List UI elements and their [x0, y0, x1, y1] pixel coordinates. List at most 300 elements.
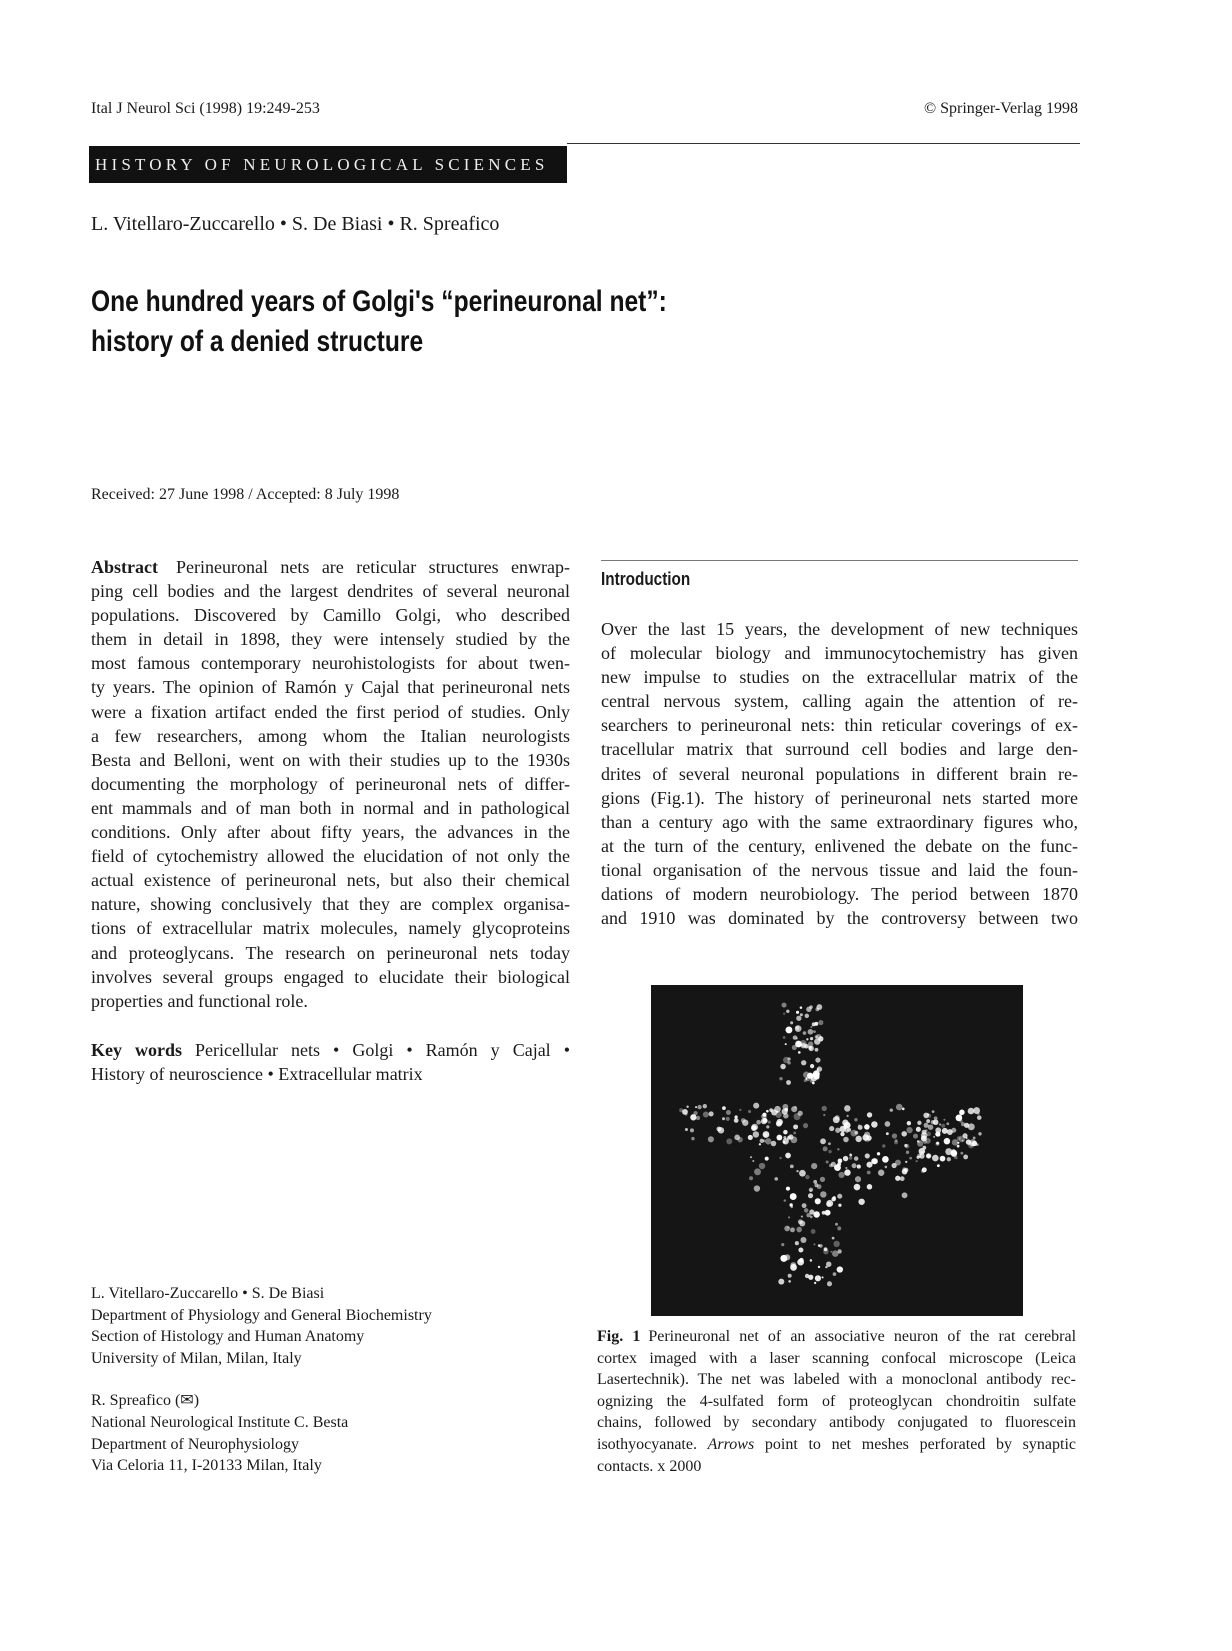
fluorescent-speck — [832, 1250, 838, 1256]
caption-line — [597, 1456, 1076, 1478]
fluorescent-speck — [919, 1151, 921, 1153]
abstract-text: most famous contemporary neurohistologists for about twen- — [91, 653, 570, 674]
fluorescent-speck — [798, 1051, 801, 1054]
fluorescent-speck — [718, 1127, 724, 1133]
fluorescent-speck — [790, 1262, 796, 1268]
fluorescent-speck — [963, 1154, 968, 1159]
fluorescent-speck — [691, 1137, 694, 1140]
abstract-line — [91, 772, 570, 796]
fluorescent-speck — [811, 1163, 817, 1169]
fluorescent-speck — [857, 1165, 861, 1169]
abstract-text: ent mammals and of man both in normal and in pathological — [91, 797, 570, 818]
fluorescent-speck — [973, 1107, 980, 1114]
fluorescent-speck — [837, 1148, 839, 1150]
fluorescent-speck — [748, 1135, 753, 1140]
abstract-text: and proteoglycans. The research on perineuronal nets today — [91, 942, 570, 963]
fluorescent-speck — [822, 1106, 827, 1111]
fluorescent-speck — [934, 1116, 938, 1120]
fluorescent-speck — [916, 1127, 921, 1132]
fluorescent-speck — [866, 1162, 872, 1168]
fluorescent-speck — [928, 1124, 933, 1129]
abstract-line — [91, 916, 570, 940]
fluorescent-speck — [858, 1199, 864, 1205]
fluorescent-speck — [791, 1106, 797, 1112]
affiliations — [91, 1283, 432, 1477]
fluorescent-speck — [849, 1156, 852, 1159]
copyright: © Springer-Verlag 1998 — [923, 100, 1078, 117]
abstract-text: field of cytochemistry allowed the elucidation of not only the — [91, 846, 570, 867]
fluorescent-speck — [816, 1004, 822, 1010]
fluorescent-speck — [922, 1146, 926, 1150]
fluorescent-speck — [685, 1113, 688, 1116]
abstract-text: them in detail in 1898, they were intensely studied by the — [91, 629, 570, 650]
fluorescent-speck — [787, 1061, 790, 1064]
fluorescent-speck — [913, 1134, 918, 1139]
fluorescent-speck — [785, 1026, 792, 1033]
fluorescent-speck — [726, 1117, 730, 1121]
fluorescent-speck — [921, 1132, 928, 1139]
fluorescent-speck — [957, 1142, 959, 1144]
keywords-label: Key words — [91, 1040, 183, 1060]
fluorescent-speck — [790, 1136, 797, 1143]
fluorescent-speck — [935, 1131, 940, 1136]
affiliation-line: Via Celoria 11, I-20133 Milan, Italy — [91, 1457, 322, 1475]
fluorescent-speck — [695, 1106, 697, 1108]
fluorescent-speck — [754, 1168, 761, 1175]
corresponding-author: R. Spreafico (✉) — [91, 1392, 200, 1410]
fluorescent-speck — [808, 1029, 814, 1035]
fluorescent-speck — [973, 1137, 976, 1140]
fluorescent-speck — [835, 1223, 838, 1226]
fluorescent-speck — [783, 1138, 789, 1144]
fluorescent-speck — [722, 1117, 725, 1120]
figure-caption — [597, 1326, 1076, 1477]
fluorescent-speck — [823, 1114, 825, 1116]
introduction-line: new impulse to studies on the extracellular matrix of the — [601, 667, 1078, 688]
fluorescent-speck — [939, 1123, 941, 1125]
fluorescent-speck — [895, 1176, 900, 1181]
fluorescent-speck — [748, 1110, 751, 1113]
abstract-line — [91, 965, 570, 989]
fluorescent-speck — [867, 1171, 871, 1175]
intro-rule — [601, 560, 1078, 561]
fluorescent-speck — [737, 1137, 742, 1142]
abstract-text: documenting the morphology of perineuronal nets of differ- — [91, 773, 570, 794]
fluorescent-speck — [796, 1011, 799, 1014]
fluorescent-speck — [807, 1073, 813, 1079]
fluorescent-speck — [837, 1266, 843, 1272]
fluorescent-speck — [867, 1184, 873, 1190]
keywords-line: Pericellular nets • Golgi • Ramón y Cajal • — [195, 1040, 570, 1060]
fluorescent-speck — [810, 1037, 813, 1040]
fluorescent-speck — [806, 1213, 810, 1217]
fluorescent-speck — [793, 1035, 797, 1039]
fluorescent-speck — [685, 1128, 688, 1131]
fluorescent-speck — [806, 1038, 808, 1040]
fluorescent-speck — [817, 1066, 822, 1071]
fluorescent-speck — [917, 1140, 919, 1142]
fluorescent-speck — [849, 1154, 852, 1157]
fluorescent-speck — [804, 1079, 807, 1082]
fluorescent-speck — [832, 1237, 835, 1240]
fluorescent-speck — [810, 1190, 812, 1192]
fluorescent-speck — [765, 1157, 769, 1161]
fluorescent-speck — [801, 1216, 803, 1218]
abstract-text: conditions. Only after about fifty years, the advances in the — [91, 822, 570, 843]
fluorescent-speck — [831, 1197, 835, 1201]
caption-line — [597, 1326, 1076, 1348]
fluorescent-speck — [800, 1237, 806, 1243]
fluorescent-speck — [855, 1131, 859, 1135]
abstract-text: populations. Discovered by Camillo Golgi, who described — [91, 605, 570, 626]
fluorescent-speck — [844, 1122, 851, 1129]
fluorescent-speck — [753, 1131, 759, 1137]
abstract — [91, 555, 570, 1013]
fluorescent-speck — [795, 1026, 799, 1030]
fluorescent-speck — [905, 1161, 907, 1163]
fluorescent-speck — [813, 1030, 816, 1033]
fluorescent-speck — [774, 1177, 778, 1181]
fluorescent-speck — [815, 1275, 821, 1281]
fluorescent-speck — [923, 1113, 929, 1119]
fluorescent-speck — [734, 1118, 739, 1123]
fluorescent-speck — [829, 1164, 833, 1168]
abstract-text: were a fixation artifact ended the first period of studies. Only — [91, 701, 570, 722]
caption-line — [597, 1434, 1076, 1456]
fluorescent-speck — [814, 1282, 816, 1284]
abstract-line — [91, 627, 570, 651]
fluorescent-speck — [790, 1227, 795, 1232]
abstract-text: nature, showing conclusively that they are complex organisa- — [91, 894, 570, 915]
fluorescent-speck — [829, 1126, 834, 1131]
fluorescent-speck — [786, 1187, 790, 1191]
fluorescent-speck — [959, 1114, 962, 1117]
fluorescent-speck — [786, 1010, 789, 1013]
fluorescent-speck — [781, 1243, 784, 1246]
figure-label: Fig. 1 — [597, 1328, 641, 1345]
fluorescent-speck — [968, 1123, 975, 1130]
fluorescent-speck — [799, 1170, 806, 1177]
introduction-line: dations of modern neurobiology. The period between 1870 — [601, 884, 1078, 905]
fluorescent-speck — [966, 1137, 968, 1139]
fluorescent-speck — [809, 1005, 812, 1008]
fluorescent-speck — [750, 1156, 752, 1158]
fluorescent-speck — [933, 1136, 935, 1138]
fluorescent-speck — [818, 1244, 820, 1246]
fluorescent-speck — [902, 1192, 908, 1198]
fluorescent-speck — [776, 1135, 782, 1141]
fluorescent-speck — [783, 1130, 787, 1134]
fluorescent-speck — [785, 1043, 787, 1045]
keywords — [91, 1038, 570, 1086]
received-dates: Received: 27 June 1998 / Accepted: 8 July 1998 — [91, 486, 400, 503]
fluorescent-speck — [837, 1226, 841, 1230]
fluorescent-speck — [830, 1251, 832, 1253]
abstract-text: tions of extracellular matrix molecules, namely glycoproteins — [91, 918, 570, 939]
fluorescent-speck — [828, 1142, 831, 1145]
introduction-line: Over the last 15 years, the development of new techniques — [601, 619, 1078, 639]
affiliation-line: Department of Neurophysiology — [91, 1435, 299, 1453]
abstract-line — [91, 820, 570, 844]
abstract-text: actual existence of perineuronal nets, but also their chemical — [91, 870, 570, 891]
fluorescent-speck — [811, 1229, 816, 1234]
caption-text: isothyocyanate. — [597, 1435, 697, 1453]
introduction-line: at the turn of the century, enlivened the debate on the func- — [601, 835, 1078, 856]
introduction-line: tracellular matrix that surround cell bodies and large den- — [601, 739, 1078, 760]
fluorescent-speck — [709, 1111, 714, 1116]
fluorescent-speck — [896, 1104, 903, 1111]
fluorescent-speck — [762, 1113, 766, 1117]
fluorescent-speck — [844, 1105, 850, 1111]
fluorescent-speck — [793, 1124, 798, 1129]
fluorescent-speck — [813, 1211, 820, 1218]
fluorescent-speck — [815, 1035, 818, 1038]
fluorescent-speck — [845, 1167, 847, 1169]
fluorescent-speck — [703, 1112, 709, 1118]
fluorescent-speck — [882, 1144, 885, 1147]
fluorescent-speck — [958, 1136, 965, 1143]
figure-micrograph — [651, 985, 1023, 1316]
fluorescent-speck — [835, 1128, 840, 1133]
fluorescent-speck — [780, 1064, 786, 1070]
abstract-line — [91, 941, 570, 965]
abstract-line — [91, 748, 570, 772]
fluorescent-speck — [854, 1118, 857, 1121]
fluorescent-speck — [927, 1154, 931, 1158]
fluorescent-speck — [708, 1136, 714, 1142]
fluorescent-speck — [877, 1152, 880, 1155]
fluorescent-speck — [808, 1041, 813, 1046]
fluorescent-speck — [812, 1082, 815, 1085]
fluorescent-speck — [754, 1185, 760, 1191]
fluorescent-speck — [818, 1020, 823, 1025]
fluorescent-speck — [815, 1198, 821, 1204]
fluorescent-speck — [808, 1275, 813, 1280]
fluorescent-speck — [765, 1138, 771, 1144]
fluorescent-speck — [960, 1152, 963, 1155]
fluorescent-speck — [813, 1180, 817, 1184]
caption-text: ognizing the 4-sulfated form of proteoglycan chondroitin sulfate — [597, 1392, 1076, 1410]
fluorescent-speck — [917, 1154, 921, 1158]
fluorescent-speck — [922, 1167, 927, 1172]
fluorescent-speck — [722, 1106, 726, 1110]
introduction-line: of molecular biology and immunocytochemistry has given — [601, 643, 1078, 664]
journal-citation: Ital J Neurol Sci (1998) 19:249-253 — [91, 100, 320, 117]
fluorescent-speck — [803, 1031, 807, 1035]
introduction-line: central nervous system, calling again the attention of re- — [601, 691, 1078, 712]
fluorescent-speck — [917, 1121, 921, 1125]
fluorescent-speck — [818, 1266, 820, 1268]
section-banner: HISTORY OF NEUROLOGICAL SCIENCES — [89, 146, 567, 183]
fluorescent-speck — [785, 1153, 791, 1159]
caption-line — [597, 1348, 1076, 1370]
fluorescent-speck — [783, 1036, 786, 1039]
fluorescent-speck — [900, 1176, 905, 1181]
abstract-text: Perineuronal nets are reticular structures enwrap- — [175, 557, 570, 577]
caption-text: Perineuronal net of an associative neuron of the rat cerebral — [648, 1328, 1077, 1345]
fluorescent-speck — [952, 1139, 958, 1145]
fluorescent-speck — [837, 1162, 841, 1166]
fluorescent-speck — [771, 1141, 777, 1147]
fluorescent-speck — [890, 1108, 893, 1111]
fluorescent-speck — [901, 1131, 906, 1136]
fluorescent-speck — [821, 1276, 823, 1278]
abstract-text: a few researchers, among whom the Italian neurologists — [91, 725, 570, 746]
abstract-line — [91, 796, 570, 820]
introduction-line: searchers to perineuronal nets: thin reticular coverings of ex- — [601, 715, 1078, 736]
spacer — [91, 1369, 432, 1390]
fluorescent-speck — [820, 1191, 826, 1197]
fluorescent-speck — [781, 1003, 786, 1008]
abstract-text: ping cell bodies and the largest dendrites of several neuronal — [91, 581, 570, 602]
fluorescent-speck — [779, 1077, 782, 1080]
fluorescent-speck — [957, 1145, 960, 1148]
fluorescent-speck — [827, 1281, 832, 1286]
fluorescent-speck — [790, 1193, 797, 1200]
fluorescent-speck — [741, 1118, 745, 1122]
fluorescent-speck — [885, 1166, 888, 1169]
fluorescent-speck — [764, 1134, 767, 1137]
fluorescent-speck — [784, 1199, 786, 1201]
fluorescent-speck — [798, 1219, 803, 1224]
fluorescent-speck — [800, 1006, 803, 1009]
fluorescent-speck — [820, 1138, 826, 1144]
fluorescent-speck — [936, 1142, 939, 1145]
affiliation-line: Section of Histology and Human Anatomy — [91, 1328, 365, 1346]
fluorescent-speck — [855, 1176, 861, 1182]
fluorescent-speck — [840, 1132, 844, 1136]
fluorescent-speck — [805, 1175, 809, 1179]
fluorescent-speck — [926, 1119, 930, 1123]
fluorescent-speck — [855, 1136, 861, 1142]
fluorescent-speck — [933, 1119, 939, 1125]
fluorescent-speck — [826, 1161, 829, 1164]
abstract-label: Abstract — [91, 557, 158, 577]
authors: L. Vitellaro-Zuccarello • S. De Biasi • R. Spreafico — [91, 213, 500, 235]
caption-text: contacts. x 2000 — [597, 1457, 702, 1475]
fluorescent-speck — [833, 1241, 839, 1247]
fluorescent-speck — [798, 1248, 803, 1253]
fluorescent-speck — [797, 1029, 799, 1031]
fluorescent-speck — [864, 1124, 870, 1130]
article-title — [91, 282, 667, 362]
fluorescent-speck — [944, 1140, 946, 1142]
caption-line — [597, 1412, 1076, 1434]
abstract-line — [91, 868, 570, 892]
fluorescent-speck — [906, 1127, 912, 1133]
fluorescent-speck — [784, 1254, 790, 1260]
fluorescent-speck — [961, 1122, 965, 1126]
fluorescent-speck — [838, 1204, 841, 1207]
fluorescent-speck — [844, 1169, 850, 1175]
fluorescent-speck — [932, 1155, 939, 1162]
abstract-line — [91, 989, 570, 1013]
fluorescent-speck — [749, 1176, 753, 1180]
affiliation-line: Department of Physiology and General Biochemistry — [91, 1306, 432, 1324]
fluorescent-speck — [978, 1132, 981, 1135]
fluorescent-speck — [810, 1026, 812, 1028]
fluorescent-speck — [837, 1194, 842, 1199]
affiliation-line: L. Vitellaro-Zuccarello • S. De Biasi — [91, 1285, 325, 1302]
fluorescent-speck — [756, 1120, 761, 1125]
abstract-line — [91, 675, 570, 699]
fluorescent-speck — [823, 1249, 829, 1255]
caption-text: point to net meshes perforated by synaptic — [764, 1435, 1077, 1453]
fluorescent-speck — [794, 1113, 801, 1120]
fluorescent-speck — [739, 1109, 741, 1111]
affiliation-line: University of Milan, Milan, Italy — [91, 1349, 302, 1367]
fluorescent-speck — [904, 1168, 908, 1172]
fluorescent-speck — [941, 1124, 945, 1128]
fluorescent-speck — [937, 1164, 940, 1167]
abstract-text: ty years. The opinion of Ramón y Cajal that perineuronal nets — [91, 677, 570, 698]
fluorescent-speck — [872, 1158, 878, 1164]
fluorescent-speck — [828, 1150, 831, 1153]
abstract-text: involves several groups engaged to elucidate their biological — [91, 966, 570, 987]
fluorescent-speck — [943, 1119, 945, 1121]
abstract-text: Besta and Belloni, went on with their studies up to the 1930s — [91, 749, 570, 770]
fluorescent-speck — [951, 1150, 958, 1157]
fluorescent-speck — [803, 1123, 808, 1128]
fluorescent-speck — [947, 1157, 951, 1161]
fluorescent-speck — [846, 1115, 848, 1117]
title-line: One hundred years of Golgi's “perineuronal net”: — [91, 285, 667, 318]
title-line: history of a denied structure — [91, 325, 424, 358]
fluorescent-speck — [690, 1114, 696, 1120]
fluorescent-speck — [788, 1274, 792, 1278]
fluorescent-speck — [804, 1208, 808, 1212]
fluorescent-speck — [886, 1132, 889, 1135]
fluorescent-speck — [766, 1125, 769, 1128]
fluorescent-speck — [923, 1140, 927, 1144]
fluorescent-speck — [784, 1226, 790, 1232]
fluorescent-speck — [843, 1137, 849, 1143]
fluorescent-speck — [796, 1016, 801, 1021]
caption-text: Lasertechnik). The net was labeled with a monoclonal antibody rec- — [597, 1371, 1076, 1389]
fluorescent-speck — [940, 1156, 946, 1162]
fluorescent-speck — [797, 1259, 804, 1266]
fluorescent-speck — [771, 1109, 777, 1115]
abstract-line — [91, 892, 570, 916]
fluorescent-speck — [795, 1041, 802, 1048]
fluorescent-speck — [808, 1193, 813, 1198]
fluorescent-speck — [833, 1272, 837, 1276]
fluorescent-speck — [814, 1022, 818, 1026]
fluorescent-speck — [907, 1121, 911, 1125]
fluorescent-speck — [805, 1014, 809, 1018]
caption-line — [597, 1369, 1076, 1391]
fluorescent-speck — [833, 1116, 840, 1123]
fluorescent-speck — [867, 1112, 872, 1117]
caption-line — [597, 1391, 1076, 1413]
introduction-line: gions (Fig.1). The history of perineuronal nets started more — [601, 787, 1078, 808]
fluorescent-speck — [815, 1048, 819, 1052]
fluorescent-speck — [760, 1139, 764, 1143]
abstract-line — [91, 844, 570, 868]
fluorescent-speck — [885, 1121, 891, 1127]
fluorescent-speck — [902, 1108, 905, 1111]
fluorescent-speck — [878, 1170, 884, 1176]
fluorescent-speck — [895, 1139, 898, 1142]
fluorescent-speck — [814, 1183, 818, 1187]
fluorescent-speck — [795, 1241, 799, 1245]
fluorescent-speck — [759, 1163, 765, 1169]
fluorescent-speck — [790, 1021, 793, 1024]
fluorescent-speck — [904, 1144, 907, 1147]
fluorescent-speck — [813, 1243, 815, 1245]
fluorescent-speck — [825, 1210, 831, 1216]
abstract-line — [91, 724, 570, 748]
